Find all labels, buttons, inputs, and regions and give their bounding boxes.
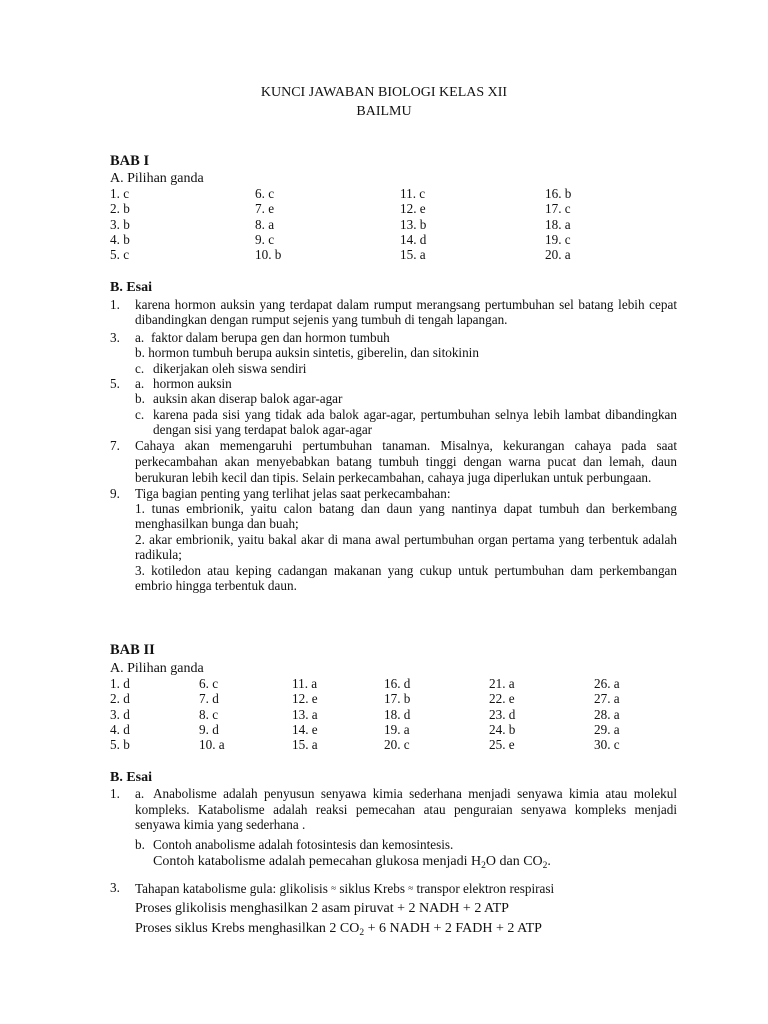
sub-text [153,852,677,872]
sub-label: c. [135,360,145,376]
item-text: 1. tunas embrionik, yaitu calon batang dan daun yang nantinya dapat tumbuh dan berkembang menghasilkan bunga dan buah; [135,501,677,532]
answer-cell: 16. b [545,186,572,201]
text-part: transpor elektron respirasi [413,881,555,897]
answer-cell: 19. c [545,231,571,247]
answer-cell: 12. e [292,691,318,707]
subscript: 2 [542,861,548,872]
answer-cell: 22. e [489,691,515,707]
sub-label: c. [135,406,145,422]
answer-cell: 24. b [489,721,516,737]
answer-cell: 10. b [255,247,282,263]
item-text: 3. kotiledon atau keping cadangan makanan yang cukup untuk pertumbuhan dam perkembangan embrio hingga terbentuk daun. [135,562,677,594]
esai-item-1 [110,297,677,328]
answer-cell: 12. e [400,201,426,217]
answer-cell: 10. a [199,737,225,753]
esai-item-7 [110,438,677,486]
answer-cell: 4. d [110,721,130,737]
answer-row [110,707,677,722]
answer-cell: 18. d [384,706,411,722]
sub-item-c [135,407,677,438]
esai-item-5 [110,376,677,438]
sub-label: a. [135,329,145,345]
answer-cell: 9. c [255,231,275,247]
answer-cell: 8. a [255,216,275,232]
esai-item-1 [110,786,677,872]
answer-cell: 29. a [594,721,620,737]
sub-item-b [135,837,677,873]
answer-cell: 26. a [594,676,620,691]
answer-row [110,186,677,201]
sub-text: Contoh anabolisme adalah fotosintesis dan kemosintesis. [153,836,454,852]
answer-cell: 9. d [199,721,219,737]
esai-item-3 [110,330,677,376]
bab2-answer-grid [110,676,677,752]
answer-cell: 18. a [545,216,571,232]
sub-label: b. [135,391,145,407]
bab2-esai-body [110,786,677,939]
bab2-pg-heading: A. Pilihan ganda [110,661,204,676]
bab1-esai-body [110,297,677,594]
answer-cell: 2. d [110,691,130,707]
esai-item-3 [110,878,677,939]
sub-item-b: b. hormon tumbuh berupa auksin sintetis, giberelin, dan sitokinin [135,345,479,361]
answer-cell: 8. c [199,706,219,722]
text-part: O dan CO [485,854,543,870]
sub-label: a. [135,376,145,392]
item-text: 2. akar embrionik, yaitu bakal akar di mana awal pertumbuhan organ pertama yang terbentuk adalah radikula; [135,531,677,563]
answer-cell: 23. d [489,706,516,722]
answer-cell: 27. a [594,691,620,707]
answer-cell: 14. d [400,231,427,247]
answer-cell: 30. c [594,737,620,753]
answer-row [110,737,677,752]
item-text [135,878,677,899]
answer-row [110,691,677,706]
sub-item-a [135,376,677,391]
answer-cell: 25. e [489,737,515,753]
item-text: Tiga bagian penting yang terlihat jelas saat perkecambahan: [135,485,451,501]
answer-cell: 17. b [384,691,411,707]
arrow-icon: ≈ [408,883,414,894]
document-subtitle: BAILMU [356,104,412,119]
answer-cell: 11. a [292,676,318,691]
answer-cell: 17. c [545,201,571,217]
sub-label: a. [135,786,145,801]
arrow-icon: ≈ [331,883,337,894]
sub-text: hormon auksin [153,376,232,392]
item-number: 7. [110,437,120,453]
bab2-heading: BAB II [110,642,155,658]
answer-cell: 15. a [400,247,426,263]
subscript: 2 [481,861,486,872]
answer-cell: 1. d [110,676,130,691]
bab1-heading: BAB I [110,153,150,169]
item-text: Proses glikolisis menghasilkan 2 asam piruvat + 2 NADH + 2 ATP [135,901,509,917]
bab1-pg-heading: A. Pilihan ganda [110,171,204,186]
sub-label: b. [135,836,145,852]
answer-row [110,201,677,216]
answer-cell: 7. d [199,691,219,707]
sub-item-a [135,786,677,833]
answer-cell: 6. c [255,186,275,201]
answer-cell: 3. d [110,706,130,722]
item-number: 1. [110,786,120,801]
bab1-answer-grid [110,186,677,262]
answer-cell: 5. c [110,247,130,263]
text-part: siklus Krebs [336,881,409,897]
answer-row [110,676,677,691]
sub-item-b [135,391,677,406]
subscript: 2 [359,928,365,939]
text-part: . [547,854,551,870]
answer-cell: 21. a [489,676,515,691]
answer-cell: 16. d [384,676,411,691]
answer-row [110,722,677,737]
answer-cell: 2. b [110,201,130,217]
answer-cell: 7. e [255,201,275,217]
answer-cell: 20. c [384,737,410,753]
sub-text: karena pada sisi yang tidak ada balok agar-agar, pertumbuhan selnya lebih lambat dibandingkan dengan sisi yang terdapat balok agar-agar [153,406,677,438]
answer-row [110,232,677,247]
item-number: 3. [110,329,120,345]
sub-text: dikerjakan oleh siswa sendiri [153,360,307,376]
answer-cell: 14. e [292,721,318,737]
item-text: Cahaya akan memengaruhi pertumbuhan tanaman. Misalnya, kekurangan cahaya pada saat perkecambahan akan menyebabkan batang tumbuh tinggi dengan warna pucat dan lemah, daun berukuran lebih kecil dan tipis. Selain perkecambahan, cahaya juga diperlukan untuk perbungaan. [135,437,677,485]
answer-cell: 1. c [110,186,130,201]
answer-cell: 11. c [400,186,426,201]
answer-cell: 28. a [594,706,620,722]
answer-cell: 4. b [110,231,130,247]
item-number: 1. [110,297,120,312]
sub-text: auksin akan diserap balok agar-agar [153,391,343,407]
answer-cell: 13. b [400,216,427,232]
answer-cell: 3. b [110,216,130,232]
answer-cell: 5. b [110,737,130,753]
text-part: Contoh katabolisme adalah pemecahan glukosa menjadi H [153,854,482,870]
text-part: Tahapan katabolisme gula: glikolisis [135,881,332,897]
document-title: KUNCI JAWABAN BIOLOGI KELAS XII [260,85,508,100]
bab2-esai-heading: B. Esai [110,770,153,785]
sub-text: Anabolisme adalah penyusun senyawa kimia sederhana menjadi senyawa kimia atau molekul kompleks. Katabolisme adalah reaksi pemecahan atau penguraian senyawa kompleks menjadi senyawa kimia yang sederhana . [135,786,677,833]
answer-cell: 19. a [384,721,410,737]
sub-item-a [135,330,677,345]
answer-cell: 20. a [545,247,571,263]
item-text [135,919,677,939]
item-number: 3. [110,880,120,896]
bab1-esai-heading: B. Esai [110,280,153,295]
sub-item-c [135,361,677,376]
text-part: + 6 NADH + 2 FADH + 2 ATP [364,921,542,937]
item-text: karena hormon auksin yang terdapat dalam rumput merangsang pertumbuhan sel batang lebih cepat dibandingkan dengan rumput sejenis yang tumbuh di tengah lapangan. [135,297,677,328]
answer-cell: 15. a [292,737,318,753]
answer-cell: 6. c [199,676,219,691]
answer-row [110,217,677,232]
answer-row [110,247,677,262]
item-number: 5. [110,376,120,392]
sub-text: faktor dalam berupa gen dan hormon tumbuh [151,329,390,345]
item-number: 9. [110,485,120,501]
answer-cell: 13. a [292,706,318,722]
esai-item-9 [110,486,677,594]
text-part: Proses siklus Krebs menghasilkan 2 CO [135,921,360,937]
